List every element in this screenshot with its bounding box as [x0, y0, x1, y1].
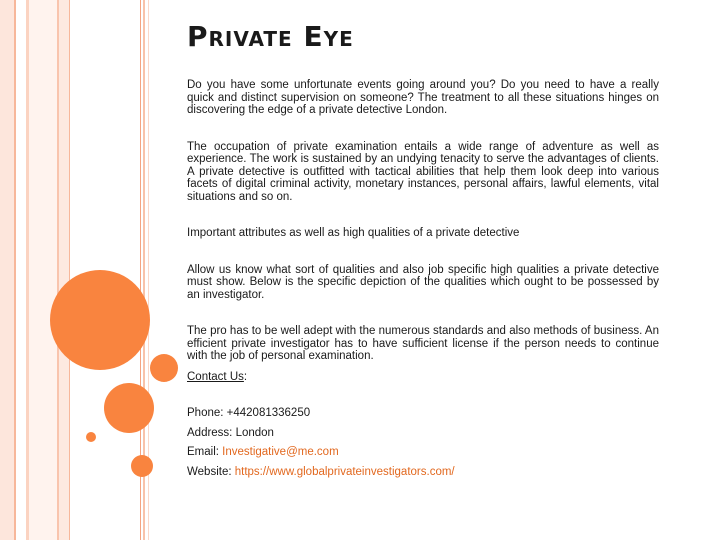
phone-value: +442081336250 — [226, 407, 311, 419]
decor-circle-large — [50, 270, 150, 370]
paragraph-occupation: The occupation of private examination entails a wide range of adventure as well as experience. The work is sustained by an undying tenacity to serve the advantages of clients. A private detective is outfitted with tactical abilities that help them look deep into various facets of digital criminal activity, monetary instances, personal affairs, lawful elements, vital situations and so on. — [187, 140, 659, 203]
email-link[interactable]: Investigative@me.com — [222, 446, 339, 458]
decor-circle-medium — [104, 383, 154, 433]
paragraph-pro: The pro has to be well adept with the numerous standards and also methods of business. An efficient private investigator has to have sufficient license if the person needs to continue with the job of personal examination. — [187, 325, 659, 362]
contact-heading — [187, 371, 659, 384]
contact-colon: : — [243, 370, 248, 383]
decor-circle-small — [131, 455, 153, 477]
paragraph-intro: Do you have some unfortunate events going around you? Do you need to have a really quick and distinct supervision on someone? The treatment to all these situations hinges on discovering the edge of a private detective London. — [187, 79, 659, 116]
decor-stripe — [59, 0, 69, 540]
phone-label: Phone: — [187, 407, 227, 419]
decor-stripe — [29, 0, 57, 540]
address-value: London — [235, 426, 274, 439]
contact-address — [187, 427, 659, 440]
decor-stripe — [0, 0, 14, 540]
decor-stripe — [69, 0, 70, 540]
paragraph-qualities: Allow us know what sort of qualities and also job specific high qualities a private detective must show. Below is the specific depiction of the qualities which ought to be possessed by an investigator. — [187, 263, 659, 301]
contact-email — [187, 446, 659, 459]
address-label: Address: — [187, 426, 236, 439]
contact-us-label: Contact Us — [187, 370, 244, 383]
contact-website — [187, 466, 659, 479]
website-link[interactable]: https://www.globalprivateinvestigators.com/ — [234, 465, 455, 478]
decor-circle-tiny — [86, 432, 96, 442]
contact-phone — [187, 407, 659, 420]
paragraph-attributes-heading: Important attributes as well as high qualities of a private detective — [187, 227, 520, 239]
decor-stripe — [16, 0, 26, 540]
slide-content — [187, 20, 659, 478]
email-label: Email: — [187, 446, 223, 458]
slide-title: Private Eye — [187, 20, 354, 53]
website-label: Website: — [187, 465, 235, 478]
decor-circle-small — [150, 354, 178, 382]
